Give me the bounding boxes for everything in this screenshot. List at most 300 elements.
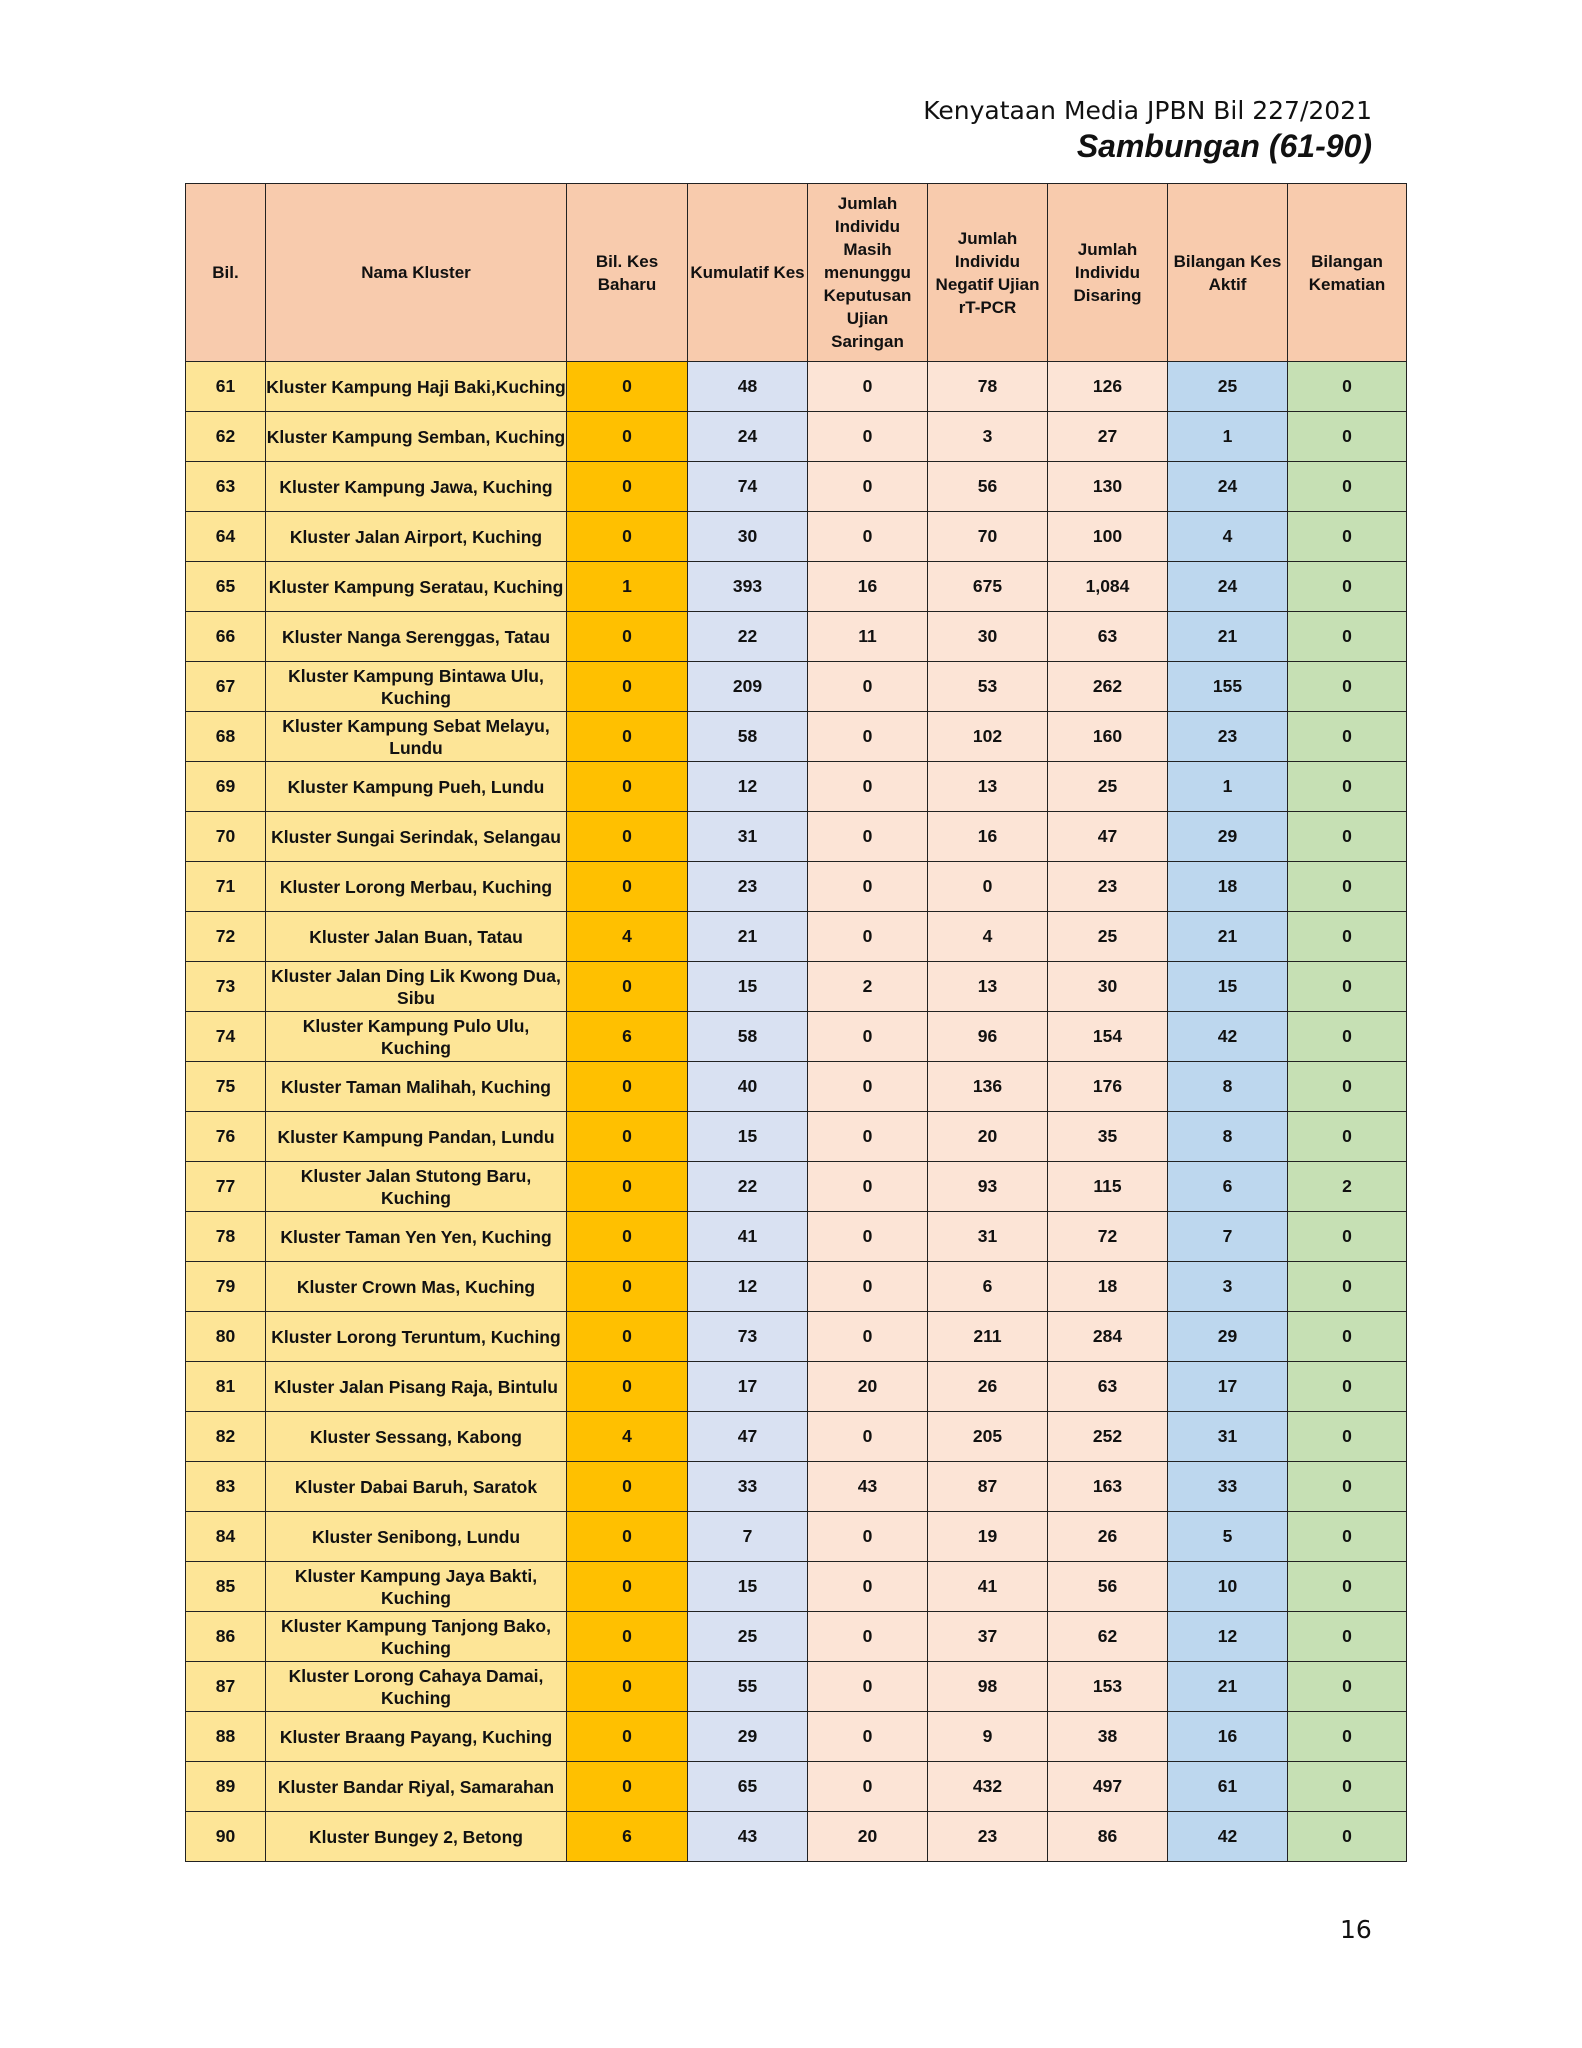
cell-kes-aktif: 18 — [1168, 862, 1288, 912]
cell-menunggu-keputusan: 0 — [808, 1512, 928, 1562]
cell-kes-aktif: 21 — [1168, 1662, 1288, 1712]
cell-kumulatif-kes: 17 — [688, 1362, 808, 1412]
cell-menunggu-keputusan: 0 — [808, 462, 928, 512]
cell-negatif-rtpcr: 26 — [928, 1362, 1048, 1412]
cell-menunggu-keputusan: 20 — [808, 1362, 928, 1412]
cell-kematian: 0 — [1288, 1462, 1407, 1512]
cell-disaring: 176 — [1048, 1062, 1168, 1112]
cell-kes-baharu: 0 — [567, 1462, 688, 1512]
cell-negatif-rtpcr: 102 — [928, 712, 1048, 762]
cell-kematian: 0 — [1288, 762, 1407, 812]
cell-kes-aktif: 24 — [1168, 562, 1288, 612]
cell-kematian: 0 — [1288, 1512, 1407, 1562]
cell-kematian: 0 — [1288, 1812, 1407, 1862]
cell-bil: 62 — [186, 412, 266, 462]
cell-bil: 73 — [186, 962, 266, 1012]
cell-negatif-rtpcr: 30 — [928, 612, 1048, 662]
cell-kumulatif-kes: 21 — [688, 912, 808, 962]
cell-disaring: 1,084 — [1048, 562, 1168, 612]
cell-bil: 65 — [186, 562, 266, 612]
cell-kumulatif-kes: 73 — [688, 1312, 808, 1362]
cell-kematian: 0 — [1288, 1412, 1407, 1462]
cell-nama-kluster: Kluster Lorong Teruntum, Kuching — [266, 1312, 567, 1362]
cell-kes-aktif: 6 — [1168, 1162, 1288, 1212]
cell-nama-kluster: Kluster Jalan Buan, Tatau — [266, 912, 567, 962]
cell-disaring: 100 — [1048, 512, 1168, 562]
cell-bil: 86 — [186, 1612, 266, 1662]
cell-disaring: 163 — [1048, 1462, 1168, 1512]
table-row — [186, 462, 1407, 512]
cell-kumulatif-kes: 33 — [688, 1462, 808, 1512]
cell-bil: 71 — [186, 862, 266, 912]
cell-bil: 66 — [186, 612, 266, 662]
cell-nama-kluster: Kluster Nanga Serenggas, Tatau — [266, 612, 567, 662]
cell-menunggu-keputusan: 20 — [808, 1812, 928, 1862]
cell-disaring: 38 — [1048, 1712, 1168, 1762]
cell-negatif-rtpcr: 96 — [928, 1012, 1048, 1062]
cell-disaring: 126 — [1048, 362, 1168, 412]
cell-negatif-rtpcr: 37 — [928, 1612, 1048, 1662]
cell-bil: 74 — [186, 1012, 266, 1062]
cell-bil: 68 — [186, 712, 266, 762]
cell-negatif-rtpcr: 13 — [928, 762, 1048, 812]
cell-kumulatif-kes: 7 — [688, 1512, 808, 1562]
cell-disaring: 27 — [1048, 412, 1168, 462]
cell-negatif-rtpcr: 41 — [928, 1562, 1048, 1612]
cell-disaring: 153 — [1048, 1662, 1168, 1712]
table-row — [186, 1412, 1407, 1462]
cell-menunggu-keputusan: 43 — [808, 1462, 928, 1512]
table-row — [186, 1012, 1407, 1062]
cell-kumulatif-kes: 31 — [688, 812, 808, 862]
cell-negatif-rtpcr: 53 — [928, 662, 1048, 712]
column-header-menunggu-keputusan: Jumlah Individu Masih menunggu Keputusan Ujian Saringan — [808, 184, 928, 362]
cell-kematian: 0 — [1288, 362, 1407, 412]
table-body — [186, 362, 1407, 1862]
cell-bil: 83 — [186, 1462, 266, 1512]
cell-bil: 77 — [186, 1162, 266, 1212]
cell-disaring: 86 — [1048, 1812, 1168, 1862]
cell-negatif-rtpcr: 136 — [928, 1062, 1048, 1112]
cell-kes-aktif: 24 — [1168, 462, 1288, 512]
cell-kes-baharu: 0 — [567, 1512, 688, 1562]
cell-nama-kluster: Kluster Taman Yen Yen, Kuching — [266, 1212, 567, 1262]
cell-kematian: 0 — [1288, 1062, 1407, 1112]
cell-kumulatif-kes: 15 — [688, 1112, 808, 1162]
cell-kematian: 0 — [1288, 1112, 1407, 1162]
cell-kes-aktif: 23 — [1168, 712, 1288, 762]
cell-kes-aktif: 1 — [1168, 762, 1288, 812]
cell-kes-baharu: 0 — [567, 962, 688, 1012]
cell-disaring: 56 — [1048, 1562, 1168, 1612]
table-row — [186, 1512, 1407, 1562]
cell-kematian: 0 — [1288, 712, 1407, 762]
cell-kematian: 0 — [1288, 862, 1407, 912]
cell-negatif-rtpcr: 6 — [928, 1262, 1048, 1312]
cell-kumulatif-kes: 30 — [688, 512, 808, 562]
cell-menunggu-keputusan: 0 — [808, 1112, 928, 1162]
cell-kumulatif-kes: 48 — [688, 362, 808, 412]
cell-kes-baharu: 0 — [567, 1062, 688, 1112]
cell-kes-aktif: 155 — [1168, 662, 1288, 712]
cell-kes-baharu: 4 — [567, 912, 688, 962]
cell-disaring: 30 — [1048, 962, 1168, 1012]
cell-negatif-rtpcr: 16 — [928, 812, 1048, 862]
cell-negatif-rtpcr: 0 — [928, 862, 1048, 912]
cell-kumulatif-kes: 47 — [688, 1412, 808, 1462]
cell-bil: 64 — [186, 512, 266, 562]
cell-menunggu-keputusan: 16 — [808, 562, 928, 612]
cell-negatif-rtpcr: 3 — [928, 412, 1048, 462]
cell-menunggu-keputusan: 0 — [808, 812, 928, 862]
cell-kematian: 0 — [1288, 1262, 1407, 1312]
column-header-kes-baharu: Bil. Kes Baharu — [567, 184, 688, 362]
cell-disaring: 26 — [1048, 1512, 1168, 1562]
cell-kes-baharu: 0 — [567, 1362, 688, 1412]
cell-disaring: 63 — [1048, 1362, 1168, 1412]
cell-nama-kluster: Kluster Kampung Sebat Melayu, Lundu — [266, 712, 567, 762]
cell-kematian: 0 — [1288, 1612, 1407, 1662]
cell-bil: 79 — [186, 1262, 266, 1312]
cell-bil: 81 — [186, 1362, 266, 1412]
cell-kematian: 0 — [1288, 912, 1407, 962]
cell-kumulatif-kes: 43 — [688, 1812, 808, 1862]
cell-menunggu-keputusan: 0 — [808, 662, 928, 712]
cell-bil: 63 — [186, 462, 266, 512]
cell-kes-aktif: 17 — [1168, 1362, 1288, 1412]
cell-kes-baharu: 0 — [567, 1662, 688, 1712]
cell-negatif-rtpcr: 19 — [928, 1512, 1048, 1562]
cell-kes-baharu: 0 — [567, 512, 688, 562]
table-row — [186, 1462, 1407, 1512]
table-header-row — [186, 184, 1407, 362]
cell-nama-kluster: Kluster Senibong, Lundu — [266, 1512, 567, 1562]
cell-kes-aktif: 8 — [1168, 1062, 1288, 1112]
cell-kes-aktif: 21 — [1168, 612, 1288, 662]
cell-kumulatif-kes: 15 — [688, 1562, 808, 1612]
cell-nama-kluster: Kluster Sungai Serindak, Selangau — [266, 812, 567, 862]
table-row — [186, 1662, 1407, 1712]
cell-bil: 89 — [186, 1762, 266, 1812]
cell-kumulatif-kes: 65 — [688, 1762, 808, 1812]
cell-kumulatif-kes: 12 — [688, 1262, 808, 1312]
cell-kes-baharu: 0 — [567, 762, 688, 812]
cell-kumulatif-kes: 29 — [688, 1712, 808, 1762]
cell-kumulatif-kes: 22 — [688, 1162, 808, 1212]
cell-bil: 82 — [186, 1412, 266, 1462]
cell-negatif-rtpcr: 4 — [928, 912, 1048, 962]
cell-disaring: 25 — [1048, 912, 1168, 962]
cell-kumulatif-kes: 25 — [688, 1612, 808, 1662]
table-row — [186, 662, 1407, 712]
cell-menunggu-keputusan: 0 — [808, 362, 928, 412]
cell-kes-baharu: 0 — [567, 812, 688, 862]
cell-kes-aktif: 33 — [1168, 1462, 1288, 1512]
cell-negatif-rtpcr: 98 — [928, 1662, 1048, 1712]
column-header-negatif-rtpcr: Jumlah Individu Negatif Ujian rT-PCR — [928, 184, 1048, 362]
cell-bil: 70 — [186, 812, 266, 862]
cell-kematian: 0 — [1288, 1712, 1407, 1762]
cell-kumulatif-kes: 58 — [688, 1012, 808, 1062]
cell-kematian: 0 — [1288, 812, 1407, 862]
cell-kes-baharu: 1 — [567, 562, 688, 612]
cell-nama-kluster: Kluster Kampung Bintawa Ulu, Kuching — [266, 662, 567, 712]
table-row — [186, 762, 1407, 812]
cell-menunggu-keputusan: 0 — [808, 912, 928, 962]
cell-bil: 61 — [186, 362, 266, 412]
cell-disaring: 252 — [1048, 1412, 1168, 1462]
cell-bil: 88 — [186, 1712, 266, 1762]
cell-kematian: 0 — [1288, 512, 1407, 562]
cell-kumulatif-kes: 55 — [688, 1662, 808, 1712]
cell-kumulatif-kes: 40 — [688, 1062, 808, 1112]
cell-nama-kluster: Kluster Kampung Jawa, Kuching — [266, 462, 567, 512]
table-row — [186, 1112, 1407, 1162]
cell-kes-baharu: 0 — [567, 1262, 688, 1312]
cell-disaring: 154 — [1048, 1012, 1168, 1062]
cell-negatif-rtpcr: 31 — [928, 1212, 1048, 1262]
cell-negatif-rtpcr: 205 — [928, 1412, 1048, 1462]
cell-menunggu-keputusan: 0 — [808, 1712, 928, 1762]
cell-bil: 87 — [186, 1662, 266, 1712]
cell-bil: 75 — [186, 1062, 266, 1112]
cell-nama-kluster: Kluster Jalan Pisang Raja, Bintulu — [266, 1362, 567, 1412]
column-header-kumulatif-kes: Kumulatif Kes — [688, 184, 808, 362]
cell-kes-baharu: 0 — [567, 1562, 688, 1612]
cell-nama-kluster: Kluster Jalan Airport, Kuching — [266, 512, 567, 562]
cell-kes-aktif: 29 — [1168, 1312, 1288, 1362]
cell-nama-kluster: Kluster Kampung Jaya Bakti, Kuching — [266, 1562, 567, 1612]
table-row — [186, 862, 1407, 912]
cell-kematian: 0 — [1288, 412, 1407, 462]
cell-nama-kluster: Kluster Bungey 2, Betong — [266, 1812, 567, 1862]
cell-menunggu-keputusan: 0 — [808, 1662, 928, 1712]
cell-nama-kluster: Kluster Lorong Cahaya Damai, Kuching — [266, 1662, 567, 1712]
cell-kes-aktif: 5 — [1168, 1512, 1288, 1562]
table-row — [186, 1262, 1407, 1312]
cell-disaring: 18 — [1048, 1262, 1168, 1312]
cell-nama-kluster: Kluster Kampung Haji Baki,Kuching — [266, 362, 567, 412]
cell-disaring: 115 — [1048, 1162, 1168, 1212]
cell-kes-baharu: 0 — [567, 1312, 688, 1362]
cell-bil: 84 — [186, 1512, 266, 1562]
cell-nama-kluster: Kluster Kampung Semban, Kuching — [266, 412, 567, 462]
cell-bil: 76 — [186, 1112, 266, 1162]
cell-kematian: 2 — [1288, 1162, 1407, 1212]
cell-nama-kluster: Kluster Braang Payang, Kuching — [266, 1712, 567, 1762]
table-row — [186, 362, 1407, 412]
cell-disaring: 284 — [1048, 1312, 1168, 1362]
cell-kes-aktif: 1 — [1168, 412, 1288, 462]
cell-kes-baharu: 0 — [567, 1762, 688, 1812]
cell-kes-aktif: 42 — [1168, 1812, 1288, 1862]
cell-kematian: 0 — [1288, 1562, 1407, 1612]
cell-disaring: 160 — [1048, 712, 1168, 762]
cell-negatif-rtpcr: 56 — [928, 462, 1048, 512]
cell-kes-aktif: 10 — [1168, 1562, 1288, 1612]
cell-kes-aktif: 3 — [1168, 1262, 1288, 1312]
cell-kes-aktif: 29 — [1168, 812, 1288, 862]
cell-disaring: 262 — [1048, 662, 1168, 712]
cell-menunggu-keputusan: 0 — [808, 862, 928, 912]
cell-menunggu-keputusan: 11 — [808, 612, 928, 662]
cell-kes-baharu: 6 — [567, 1812, 688, 1862]
cell-disaring: 63 — [1048, 612, 1168, 662]
cell-kes-baharu: 0 — [567, 462, 688, 512]
cell-kumulatif-kes: 58 — [688, 712, 808, 762]
cell-kematian: 0 — [1288, 462, 1407, 512]
cell-nama-kluster: Kluster Crown Mas, Kuching — [266, 1262, 567, 1312]
cell-nama-kluster: Kluster Kampung Pulo Ulu, Kuching — [266, 1012, 567, 1062]
cell-nama-kluster: Kluster Kampung Pandan, Lundu — [266, 1112, 567, 1162]
table-row — [186, 1062, 1407, 1112]
table-row — [186, 1362, 1407, 1412]
cell-nama-kluster: Kluster Jalan Ding Lik Kwong Dua, Sibu — [266, 962, 567, 1012]
cell-kes-baharu: 0 — [567, 662, 688, 712]
cell-kes-baharu: 0 — [567, 862, 688, 912]
column-header-kematian: Bilangan Kematian — [1288, 184, 1407, 362]
cell-kes-baharu: 0 — [567, 1162, 688, 1212]
cell-kes-aktif: 21 — [1168, 912, 1288, 962]
cell-kumulatif-kes: 23 — [688, 862, 808, 912]
cell-bil: 85 — [186, 1562, 266, 1612]
cell-kes-aktif: 61 — [1168, 1762, 1288, 1812]
cell-nama-kluster: Kluster Dabai Baruh, Saratok — [266, 1462, 567, 1512]
cell-kes-aktif: 8 — [1168, 1112, 1288, 1162]
cell-kes-aktif: 7 — [1168, 1212, 1288, 1262]
cell-bil: 67 — [186, 662, 266, 712]
page-number: 16 — [1340, 1915, 1372, 1944]
cluster-table — [185, 183, 1407, 1862]
cell-kes-baharu: 0 — [567, 1612, 688, 1662]
cell-menunggu-keputusan: 0 — [808, 1162, 928, 1212]
table-row — [186, 1612, 1407, 1662]
cell-nama-kluster: Kluster Kampung Seratau, Kuching — [266, 562, 567, 612]
cell-negatif-rtpcr: 13 — [928, 962, 1048, 1012]
cell-kumulatif-kes: 24 — [688, 412, 808, 462]
cell-kumulatif-kes: 41 — [688, 1212, 808, 1262]
cell-menunggu-keputusan: 0 — [808, 762, 928, 812]
cell-menunggu-keputusan: 0 — [808, 1012, 928, 1062]
table-row — [186, 1812, 1407, 1862]
table-row — [186, 612, 1407, 662]
cell-menunggu-keputusan: 0 — [808, 1612, 928, 1662]
cell-kes-baharu: 0 — [567, 362, 688, 412]
cell-kumulatif-kes: 209 — [688, 662, 808, 712]
table-row — [186, 812, 1407, 862]
cell-negatif-rtpcr: 93 — [928, 1162, 1048, 1212]
cell-kes-baharu: 0 — [567, 1212, 688, 1262]
cell-negatif-rtpcr: 9 — [928, 1712, 1048, 1762]
cell-disaring: 62 — [1048, 1612, 1168, 1662]
column-header-disaring: Jumlah Individu Disaring — [1048, 184, 1168, 362]
cell-nama-kluster: Kluster Bandar Riyal, Samarahan — [266, 1762, 567, 1812]
cell-bil: 90 — [186, 1812, 266, 1862]
cell-menunggu-keputusan: 0 — [808, 1062, 928, 1112]
cell-menunggu-keputusan: 0 — [808, 1312, 928, 1362]
cell-nama-kluster: Kluster Lorong Merbau, Kuching — [266, 862, 567, 912]
table-row — [186, 912, 1407, 962]
cell-nama-kluster: Kluster Kampung Tanjong Bako, Kuching — [266, 1612, 567, 1662]
cell-kes-aktif: 25 — [1168, 362, 1288, 412]
cell-disaring: 35 — [1048, 1112, 1168, 1162]
cell-kes-aktif: 12 — [1168, 1612, 1288, 1662]
cell-bil: 69 — [186, 762, 266, 812]
cell-kematian: 0 — [1288, 612, 1407, 662]
cell-disaring: 497 — [1048, 1762, 1168, 1812]
document-subtitle: Sambungan (61-90) — [1076, 128, 1372, 164]
cell-nama-kluster: Kluster Sessang, Kabong — [266, 1412, 567, 1462]
cell-kematian: 0 — [1288, 562, 1407, 612]
cell-negatif-rtpcr: 78 — [928, 362, 1048, 412]
cell-kumulatif-kes: 12 — [688, 762, 808, 812]
cell-kes-aktif: 16 — [1168, 1712, 1288, 1762]
cell-kematian: 0 — [1288, 1762, 1407, 1812]
cell-kematian: 0 — [1288, 1012, 1407, 1062]
table-row — [186, 962, 1407, 1012]
table-row — [186, 562, 1407, 612]
table-row — [186, 412, 1407, 462]
cell-kes-baharu: 0 — [567, 412, 688, 462]
column-header-kes-aktif: Bilangan Kes Aktif — [1168, 184, 1288, 362]
cell-bil: 72 — [186, 912, 266, 962]
cell-kumulatif-kes: 15 — [688, 962, 808, 1012]
cell-menunggu-keputusan: 2 — [808, 962, 928, 1012]
table-row — [186, 1762, 1407, 1812]
cell-kes-aktif: 4 — [1168, 512, 1288, 562]
cell-disaring: 130 — [1048, 462, 1168, 512]
table-row — [186, 712, 1407, 762]
cell-disaring: 72 — [1048, 1212, 1168, 1262]
cell-negatif-rtpcr: 432 — [928, 1762, 1048, 1812]
column-header-nama-kluster: Nama Kluster — [266, 184, 567, 362]
cell-menunggu-keputusan: 0 — [808, 1762, 928, 1812]
cell-bil: 78 — [186, 1212, 266, 1262]
cell-disaring: 23 — [1048, 862, 1168, 912]
cell-kes-aktif: 31 — [1168, 1412, 1288, 1462]
table-row — [186, 1162, 1407, 1212]
cell-negatif-rtpcr: 20 — [928, 1112, 1048, 1162]
cell-kes-aktif: 42 — [1168, 1012, 1288, 1062]
cell-kematian: 0 — [1288, 1362, 1407, 1412]
cell-negatif-rtpcr: 87 — [928, 1462, 1048, 1512]
cell-nama-kluster: Kluster Kampung Pueh, Lundu — [266, 762, 567, 812]
cell-negatif-rtpcr: 23 — [928, 1812, 1048, 1862]
cell-nama-kluster: Kluster Jalan Stutong Baru, Kuching — [266, 1162, 567, 1212]
cell-nama-kluster: Kluster Taman Malihah, Kuching — [266, 1062, 567, 1112]
cell-kumulatif-kes: 74 — [688, 462, 808, 512]
table-row — [186, 1712, 1407, 1762]
cell-kumulatif-kes: 22 — [688, 612, 808, 662]
cell-kes-baharu: 0 — [567, 1712, 688, 1762]
cell-menunggu-keputusan: 0 — [808, 1212, 928, 1262]
cell-negatif-rtpcr: 675 — [928, 562, 1048, 612]
cell-disaring: 25 — [1048, 762, 1168, 812]
table-row — [186, 1212, 1407, 1262]
cell-disaring: 47 — [1048, 812, 1168, 862]
document-reference: Kenyataan Media JPBN Bil 227/2021 — [923, 96, 1372, 125]
cell-kematian: 0 — [1288, 962, 1407, 1012]
cell-kes-baharu: 0 — [567, 612, 688, 662]
table-row — [186, 1312, 1407, 1362]
cell-menunggu-keputusan: 0 — [808, 1262, 928, 1312]
cell-menunggu-keputusan: 0 — [808, 412, 928, 462]
cell-menunggu-keputusan: 0 — [808, 1412, 928, 1462]
cell-kumulatif-kes: 393 — [688, 562, 808, 612]
cell-negatif-rtpcr: 70 — [928, 512, 1048, 562]
cell-menunggu-keputusan: 0 — [808, 512, 928, 562]
cell-kes-baharu: 0 — [567, 1112, 688, 1162]
